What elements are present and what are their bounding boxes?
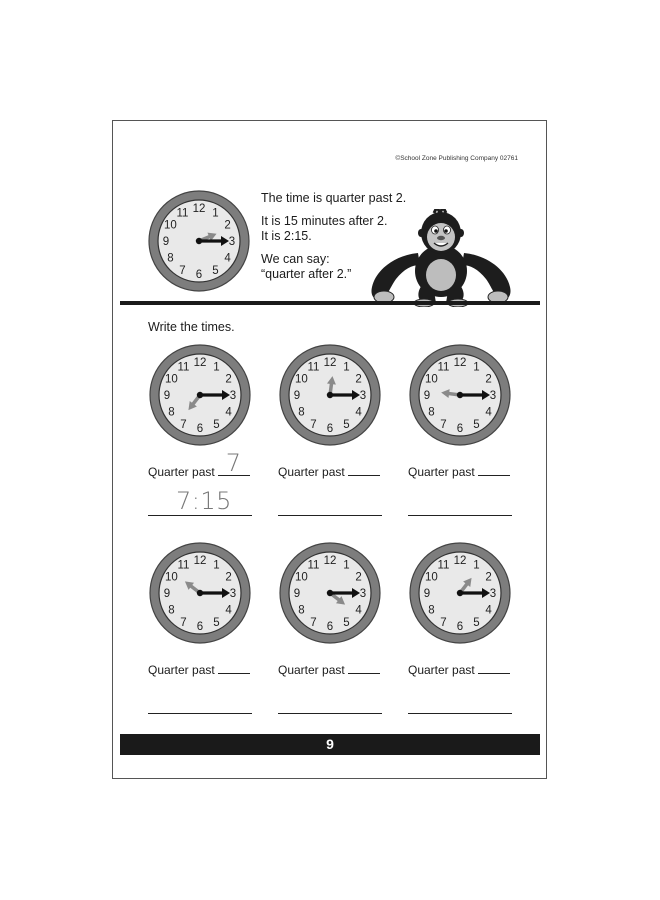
clock-numeral: 5 — [212, 264, 219, 277]
clock-numeral: 5 — [343, 418, 350, 431]
clock-pivot — [457, 590, 463, 596]
clock-numeral: 9 — [293, 390, 301, 403]
hour-blank[interactable] — [348, 661, 380, 674]
clock-numeral: 3 — [228, 236, 236, 249]
clock-numeral: 8 — [298, 604, 305, 617]
clock-numeral: 10 — [164, 219, 177, 232]
example-clock — [147, 189, 251, 293]
clock-numeral: 7 — [180, 418, 187, 431]
clock-numeral: 7 — [310, 616, 317, 629]
clock-numeral: 2 — [355, 571, 362, 584]
clock-numeral: 11 — [177, 361, 190, 374]
clock-numeral: 6 — [326, 423, 334, 436]
intro-line-2: It is 15 minutes after 2. — [261, 214, 388, 228]
clock-numeral: 4 — [355, 406, 362, 419]
clock-numeral: 4 — [485, 604, 492, 617]
clock-numeral: 1 — [343, 559, 350, 572]
clock-numeral: 3 — [359, 588, 367, 601]
clock-numeral: 10 — [295, 373, 308, 386]
clock-numeral: 12 — [453, 357, 467, 370]
answer-line[interactable] — [408, 497, 512, 516]
page-number: 9 — [326, 736, 334, 752]
clock-numeral: 6 — [196, 423, 204, 436]
page-number-bar — [120, 734, 540, 755]
section-divider — [120, 301, 540, 305]
copyright-notice: ©School Zone Publishing Company 02761 — [395, 155, 518, 162]
clock-numeral: 1 — [213, 559, 220, 572]
clock-numeral: 12 — [192, 203, 206, 216]
clock-numeral: 7 — [179, 264, 186, 277]
clock-numeral: 12 — [323, 555, 337, 568]
clock-numeral: 1 — [473, 559, 480, 572]
clock-numeral: 3 — [359, 390, 367, 403]
intro-line-1: The time is quarter past 2. — [261, 191, 407, 205]
clock-numeral: 10 — [165, 373, 178, 386]
clock-numeral: 1 — [212, 207, 219, 220]
clock-numeral: 6 — [456, 423, 464, 436]
exercise-6 — [408, 541, 518, 711]
clock-numeral: 9 — [163, 390, 171, 403]
clock-numeral: 12 — [193, 357, 207, 370]
clock-numeral: 1 — [343, 361, 350, 374]
clock-numeral: 8 — [168, 604, 175, 617]
clock-numeral: 9 — [423, 588, 431, 601]
hour-blank[interactable] — [478, 463, 510, 476]
clock-numeral: 6 — [456, 621, 464, 634]
clock-numeral: 2 — [485, 571, 492, 584]
clock-numeral: 3 — [489, 390, 497, 403]
clock-numeral: 10 — [295, 571, 308, 584]
clock-numeral: 6 — [326, 621, 334, 634]
quarter-past-prompt — [148, 449, 250, 479]
quarter-past-prompt — [408, 661, 510, 677]
answer-line[interactable] — [148, 487, 252, 516]
clock-numeral: 1 — [473, 361, 480, 374]
clock-numeral: 7 — [440, 616, 447, 629]
exercise-clock — [148, 343, 252, 447]
clock-numeral: 8 — [168, 406, 175, 419]
clock-numeral: 4 — [225, 604, 232, 617]
clock-numeral: 7 — [440, 418, 447, 431]
clock-numeral: 11 — [307, 361, 320, 374]
exercise-clock — [148, 541, 252, 645]
quarter-past-prompt — [278, 463, 380, 479]
clock-numeral: 7 — [310, 418, 317, 431]
exercise-clock — [408, 541, 512, 645]
clock-numeral: 5 — [213, 616, 220, 629]
quarter-past-prompt — [148, 661, 250, 677]
intro-line-4: We can say: — [261, 252, 330, 266]
clock-numeral: 3 — [229, 588, 237, 601]
hour-blank[interactable] — [218, 661, 250, 674]
clock-numeral: 11 — [177, 559, 190, 572]
clock-numeral: 8 — [298, 406, 305, 419]
quarter-past-prompt — [408, 463, 510, 479]
intro-line-5: “quarter after 2.” — [261, 267, 352, 281]
clock-numeral: 3 — [489, 588, 497, 601]
gorilla-icon — [366, 209, 516, 307]
clock-numeral: 12 — [323, 357, 337, 370]
clock-numeral: 8 — [428, 604, 435, 617]
answer-line[interactable] — [278, 497, 382, 516]
clock-numeral: 5 — [343, 616, 350, 629]
clock-numeral: 5 — [473, 616, 480, 629]
exercise-clock — [278, 343, 382, 447]
clock-pivot — [196, 238, 202, 244]
clock-numeral: 2 — [355, 373, 362, 386]
exercise-1 — [148, 343, 258, 513]
handwritten-hour: 7 — [225, 449, 241, 477]
clock-numeral: 7 — [180, 616, 187, 629]
exercise-clock — [278, 541, 382, 645]
clock-numeral: 2 — [225, 571, 232, 584]
hour-blank[interactable] — [348, 463, 380, 476]
exercise-4 — [148, 541, 258, 711]
clock-numeral: 11 — [437, 361, 450, 374]
clock-numeral: 2 — [224, 219, 231, 232]
clock-numeral: 4 — [355, 604, 362, 617]
clock-numeral: 12 — [453, 555, 467, 568]
exercise-3 — [408, 343, 518, 513]
clock-numeral: 9 — [423, 390, 431, 403]
quarter-past-prompt — [278, 661, 380, 677]
clock-numeral: 2 — [225, 373, 232, 386]
clock-numeral: 11 — [437, 559, 450, 572]
clock-numeral: 6 — [196, 621, 204, 634]
clock-pivot — [197, 590, 203, 596]
clock-numeral: 9 — [293, 588, 301, 601]
hour-blank[interactable] — [218, 449, 250, 477]
clock-numeral: 1 — [213, 361, 220, 374]
clock-pivot — [327, 392, 333, 398]
prompt-label: Quarter past — [408, 663, 475, 677]
clock-numeral: 3 — [229, 390, 237, 403]
exercise-clock — [408, 343, 512, 447]
instructions: Write the times. — [148, 320, 235, 334]
answer-line[interactable] — [148, 695, 252, 714]
clock-numeral: 8 — [167, 252, 174, 265]
clock-pivot — [457, 392, 463, 398]
clock-numeral: 12 — [193, 555, 207, 568]
clock-numeral: 4 — [225, 406, 232, 419]
clock-numeral: 4 — [224, 252, 231, 265]
hour-blank[interactable] — [478, 661, 510, 674]
prompt-label: Quarter past — [148, 663, 215, 677]
clock-numeral: 8 — [428, 406, 435, 419]
clock-numeral: 2 — [485, 373, 492, 386]
exercise-5 — [278, 541, 388, 711]
clock-numeral: 10 — [425, 571, 438, 584]
answer-line[interactable] — [278, 695, 382, 714]
clock-numeral: 11 — [307, 559, 320, 572]
handwritten-time: 7:15 — [176, 487, 232, 515]
clock-numeral: 10 — [425, 373, 438, 386]
clock-numeral: 4 — [485, 406, 492, 419]
clock-numeral: 9 — [163, 588, 171, 601]
clock-numeral: 5 — [213, 418, 220, 431]
clock-numeral: 10 — [165, 571, 178, 584]
answer-line[interactable] — [408, 695, 512, 714]
clock-numeral: 9 — [162, 236, 170, 249]
prompt-label: Quarter past — [278, 465, 345, 479]
clock-pivot — [197, 392, 203, 398]
clock-numeral: 11 — [176, 207, 189, 220]
clock-numeral: 5 — [473, 418, 480, 431]
clock-numeral: 6 — [195, 269, 203, 282]
worksheet-page — [112, 120, 547, 779]
prompt-label: Quarter past — [278, 663, 345, 677]
prompt-label: Quarter past — [148, 465, 215, 479]
clock-pivot — [327, 590, 333, 596]
prompt-label: Quarter past — [408, 465, 475, 479]
intro-line-3: It is 2:15. — [261, 229, 312, 243]
exercise-2 — [278, 343, 388, 513]
